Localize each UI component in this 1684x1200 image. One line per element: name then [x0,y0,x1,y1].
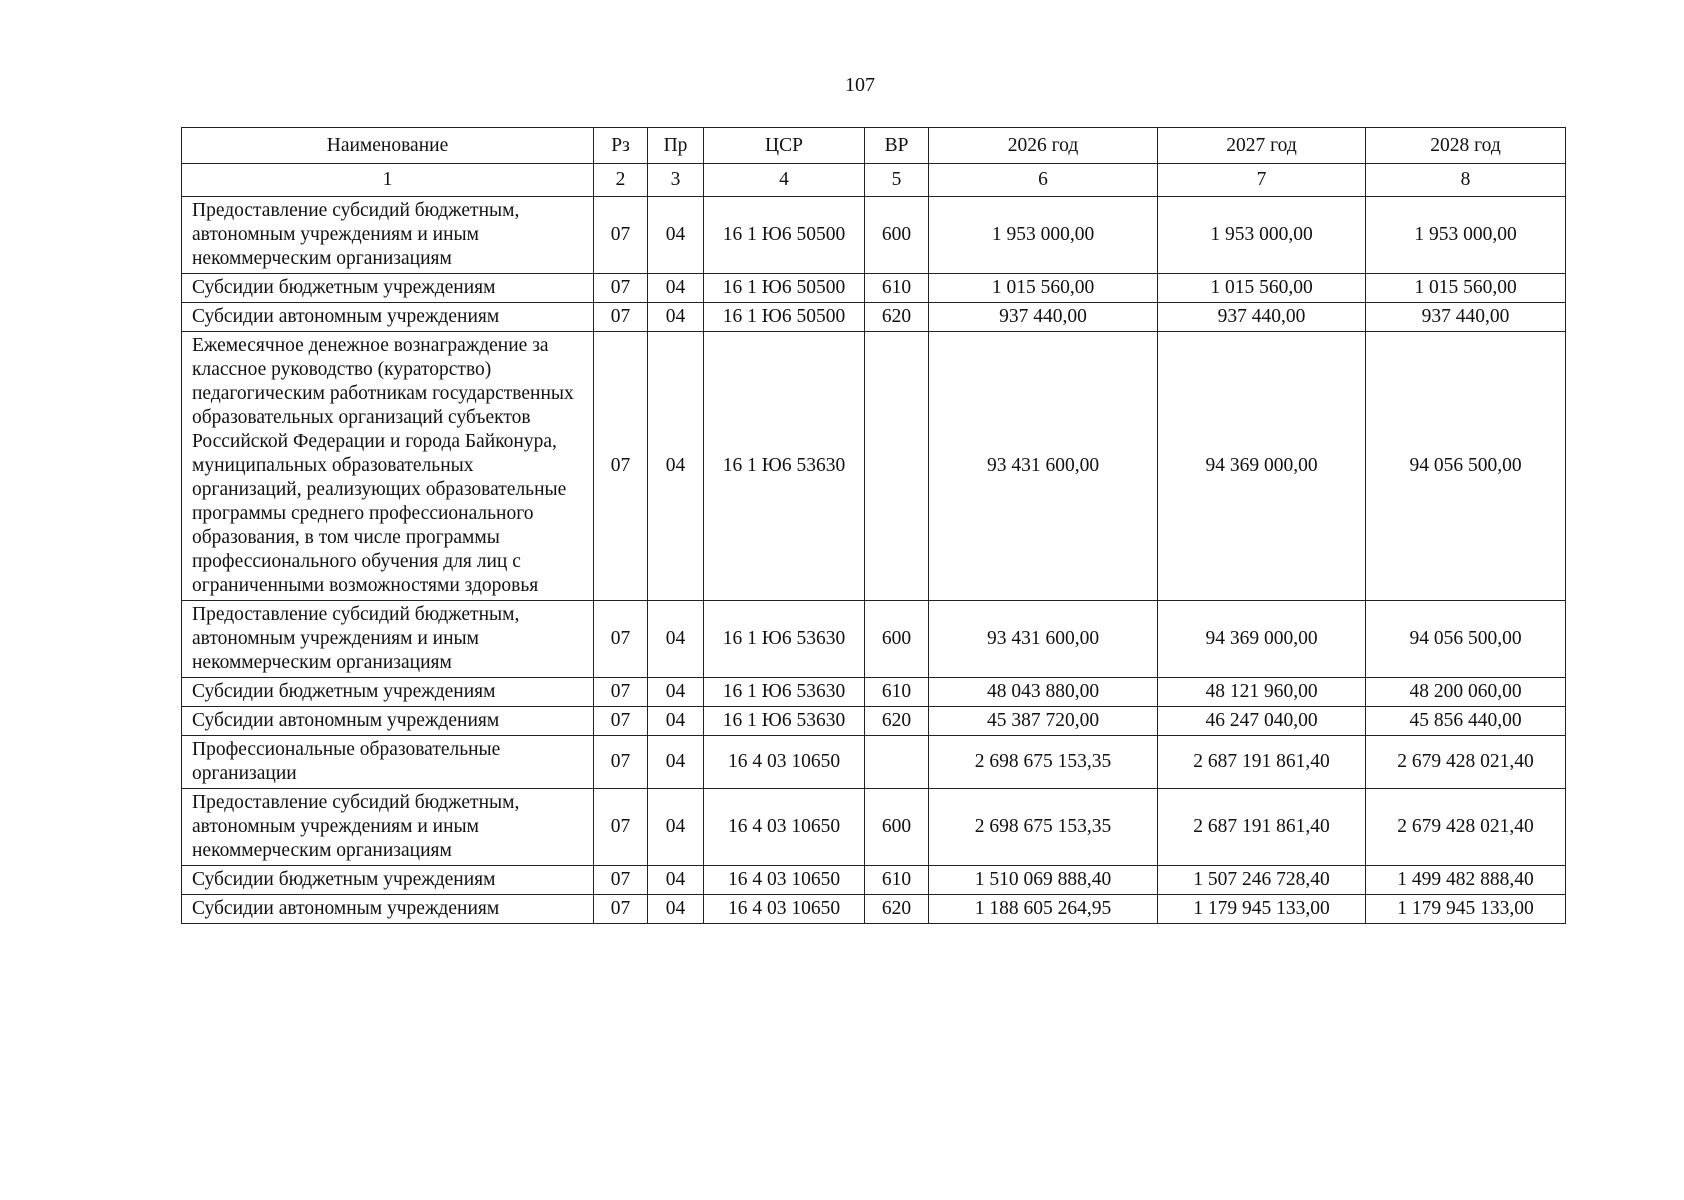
row-vr: 620 [865,303,929,332]
row-vr: 620 [865,895,929,924]
column-header-name: Наименование [182,128,594,164]
row-name: Субсидии бюджетным учреждениям [182,274,594,303]
table-row [182,332,1566,601]
row-amount-2026: 1 510 069 888,40 [929,866,1158,895]
column-number: 7 [1158,164,1366,197]
row-amount-2026: 1 953 000,00 [929,197,1158,274]
column-header-rz: Рз [594,128,648,164]
row-rz: 07 [594,303,648,332]
row-amount-2028: 2 679 428 021,40 [1366,736,1566,789]
row-vr: 620 [865,707,929,736]
row-name: Субсидии бюджетным учреждениям [182,866,594,895]
column-number: 5 [865,164,929,197]
row-amount-2028: 1 179 945 133,00 [1366,895,1566,924]
row-amount-2026: 2 698 675 153,35 [929,789,1158,866]
column-header-pr: Пр [648,128,704,164]
row-csr: 16 1 Ю6 53630 [704,678,865,707]
page-number: 107 [845,74,875,96]
row-csr: 16 1 Ю6 50500 [704,197,865,274]
row-amount-2026: 1 188 605 264,95 [929,895,1158,924]
row-rz: 07 [594,707,648,736]
row-amount-2028: 2 679 428 021,40 [1366,789,1566,866]
row-name: Субсидии автономным учреждениям [182,895,594,924]
row-vr: 600 [865,789,929,866]
row-csr: 16 4 03 10650 [704,895,865,924]
row-csr: 16 1 Ю6 50500 [704,274,865,303]
row-name: Предоставление субсидий бюджетным, автономным учреждениям и иным некоммерческим организациям [182,197,594,274]
column-header-vr: ВР [865,128,929,164]
row-amount-2027: 1 179 945 133,00 [1158,895,1366,924]
row-rz: 07 [594,736,648,789]
table-row [182,601,1566,678]
row-amount-2026: 93 431 600,00 [929,332,1158,601]
row-csr: 16 1 Ю6 53630 [704,707,865,736]
column-number: 2 [594,164,648,197]
row-vr: 600 [865,197,929,274]
row-amount-2027: 1 015 560,00 [1158,274,1366,303]
column-header-2028: 2028 год [1366,128,1566,164]
column-number: 6 [929,164,1158,197]
row-pr: 04 [648,197,704,274]
row-csr: 16 1 Ю6 53630 [704,332,865,601]
table-row [182,736,1566,789]
row-amount-2028: 48 200 060,00 [1366,678,1566,707]
row-amount-2027: 46 247 040,00 [1158,707,1366,736]
table-row [182,303,1566,332]
column-number: 3 [648,164,704,197]
row-csr: 16 1 Ю6 50500 [704,303,865,332]
row-amount-2027: 94 369 000,00 [1158,601,1366,678]
row-amount-2028: 1 953 000,00 [1366,197,1566,274]
table-row [182,197,1566,274]
table-row [182,895,1566,924]
row-pr: 04 [648,736,704,789]
row-pr: 04 [648,332,704,601]
row-name: Предоставление субсидий бюджетным, автономным учреждениям и иным некоммерческим организациям [182,601,594,678]
row-amount-2028: 94 056 500,00 [1366,601,1566,678]
column-number: 4 [704,164,865,197]
row-vr: 610 [865,274,929,303]
header-row [182,128,1566,164]
column-number: 8 [1366,164,1566,197]
row-pr: 04 [648,707,704,736]
row-pr: 04 [648,789,704,866]
row-vr: 610 [865,866,929,895]
row-csr: 16 1 Ю6 53630 [704,601,865,678]
table-row [182,866,1566,895]
column-number: 1 [182,164,594,197]
row-rz: 07 [594,895,648,924]
row-amount-2027: 2 687 191 861,40 [1158,736,1366,789]
row-pr: 04 [648,866,704,895]
row-csr: 16 4 03 10650 [704,866,865,895]
column-number-row [182,164,1566,197]
row-name: Субсидии автономным учреждениям [182,303,594,332]
row-name: Субсидии бюджетным учреждениям [182,678,594,707]
row-name: Профессиональные образовательные организации [182,736,594,789]
row-amount-2027: 94 369 000,00 [1158,332,1366,601]
row-amount-2028: 94 056 500,00 [1366,332,1566,601]
budget-table [181,127,1566,924]
row-rz: 07 [594,866,648,895]
row-amount-2026: 45 387 720,00 [929,707,1158,736]
row-amount-2027: 1 507 246 728,40 [1158,866,1366,895]
column-header-2027: 2027 год [1158,128,1366,164]
row-csr: 16 4 03 10650 [704,736,865,789]
row-amount-2026: 93 431 600,00 [929,601,1158,678]
row-name: Ежемесячное денежное вознаграждение за классное руководство (кураторство) педагогическим работникам государственных образовательных организаций субъектов Российской Федерации и города Байконура, муниципальных образовательных организаций, реализующих образовательные программы среднего профессионального образования, в том числе программы профессионального обучения для лиц с ограниченными возможностями здоровья [182,332,594,601]
row-amount-2028: 45 856 440,00 [1366,707,1566,736]
row-csr: 16 4 03 10650 [704,789,865,866]
row-rz: 07 [594,274,648,303]
row-amount-2027: 1 953 000,00 [1158,197,1366,274]
row-rz: 07 [594,601,648,678]
row-pr: 04 [648,895,704,924]
row-amount-2028: 1 015 560,00 [1366,274,1566,303]
row-vr: 610 [865,678,929,707]
row-pr: 04 [648,601,704,678]
row-pr: 04 [648,274,704,303]
row-amount-2026: 1 015 560,00 [929,274,1158,303]
table-row [182,274,1566,303]
row-vr: 600 [865,601,929,678]
row-amount-2028: 937 440,00 [1366,303,1566,332]
table-row [182,707,1566,736]
row-vr [865,332,929,601]
table-row [182,789,1566,866]
row-amount-2028: 1 499 482 888,40 [1366,866,1566,895]
row-amount-2026: 48 043 880,00 [929,678,1158,707]
row-pr: 04 [648,303,704,332]
row-rz: 07 [594,332,648,601]
row-amount-2027: 48 121 960,00 [1158,678,1366,707]
column-header-csr: ЦСР [704,128,865,164]
row-rz: 07 [594,789,648,866]
row-vr [865,736,929,789]
row-name: Субсидии автономным учреждениям [182,707,594,736]
column-header-2026: 2026 год [929,128,1158,164]
row-name: Предоставление субсидий бюджетным, автономным учреждениям и иным некоммерческим организациям [182,789,594,866]
row-rz: 07 [594,678,648,707]
row-amount-2027: 2 687 191 861,40 [1158,789,1366,866]
row-amount-2026: 2 698 675 153,35 [929,736,1158,789]
row-rz: 07 [594,197,648,274]
row-amount-2026: 937 440,00 [929,303,1158,332]
table-row [182,678,1566,707]
row-pr: 04 [648,678,704,707]
row-amount-2027: 937 440,00 [1158,303,1366,332]
